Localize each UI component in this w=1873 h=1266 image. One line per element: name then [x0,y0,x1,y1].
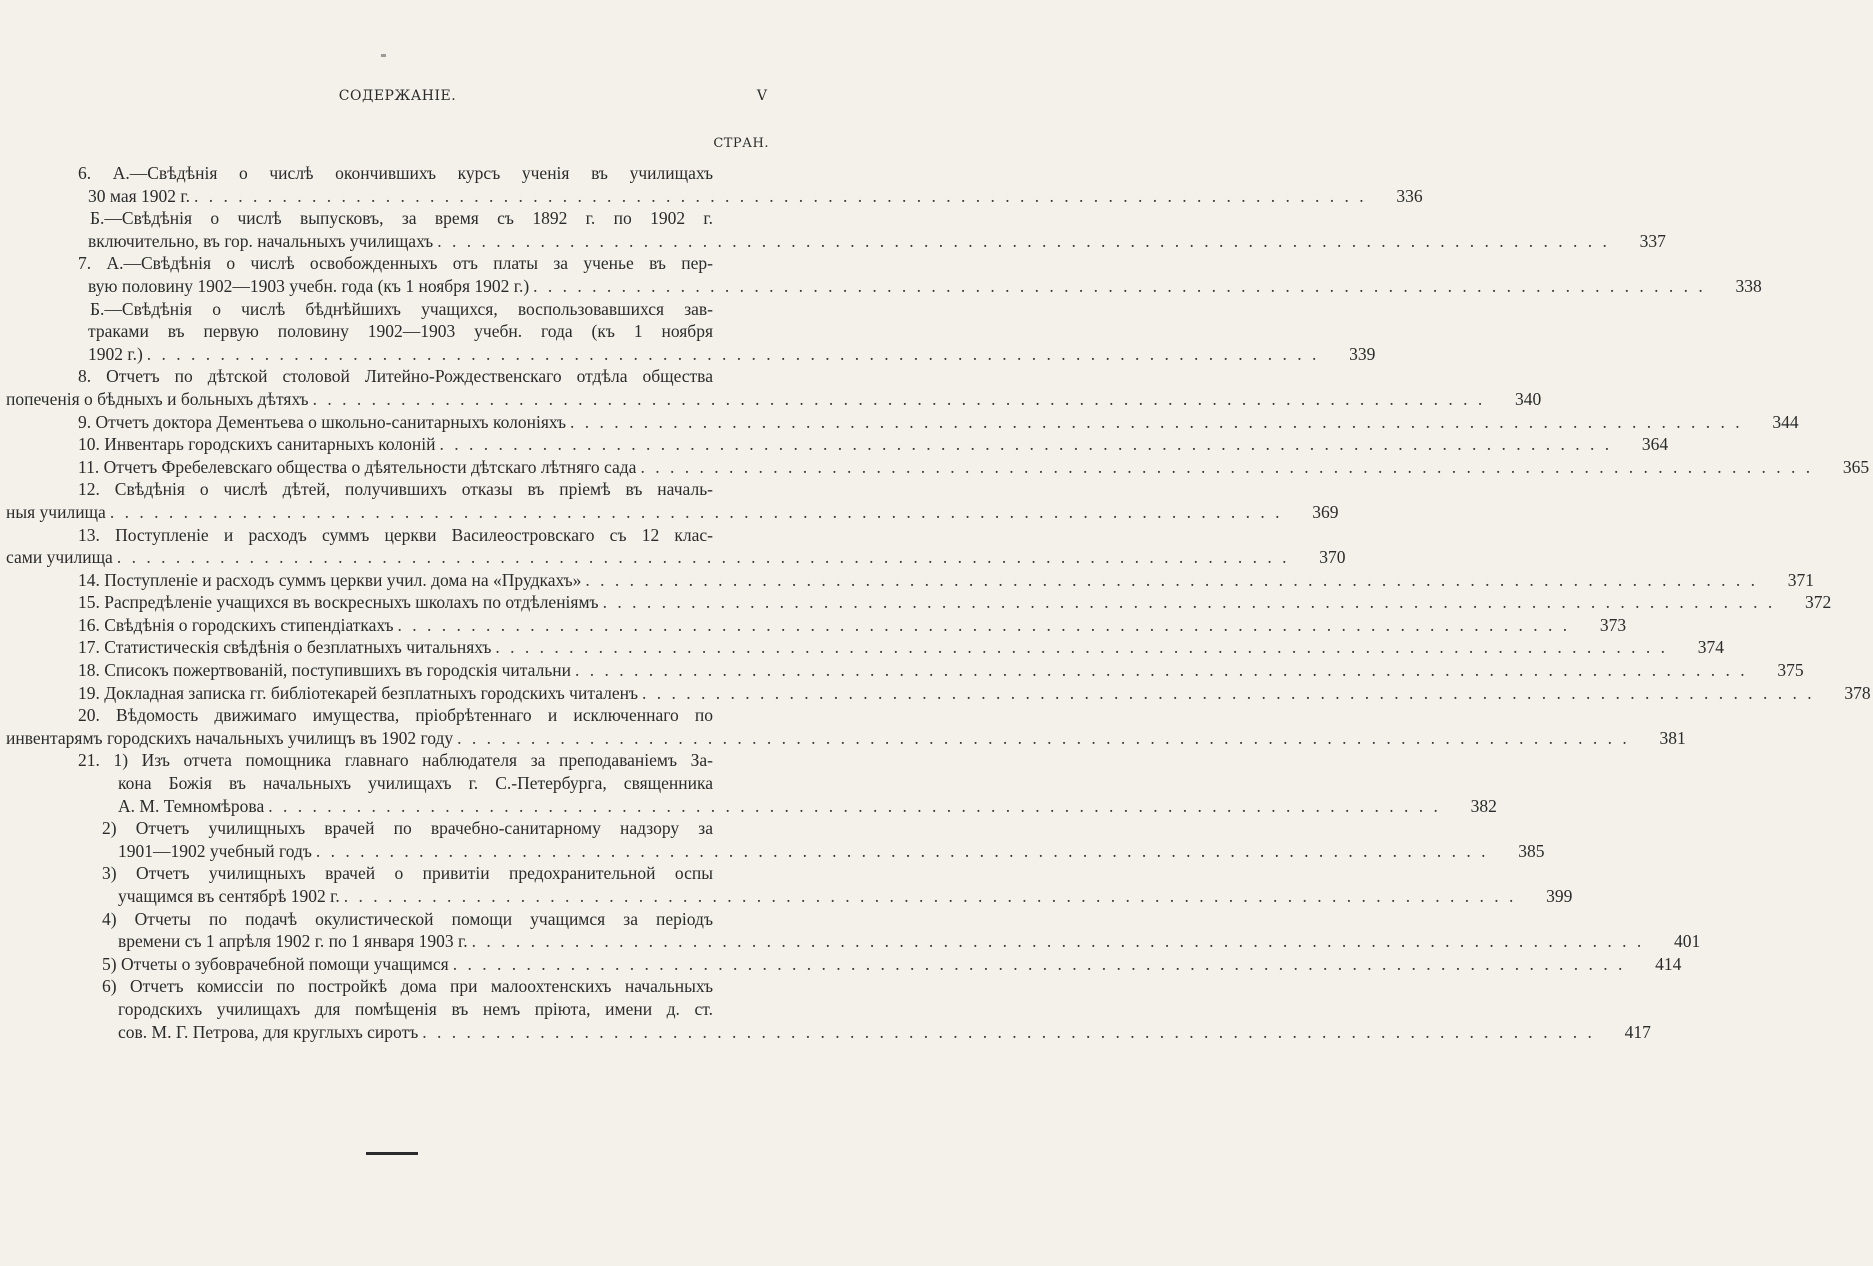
toc-entry [0,411,1799,434]
dot-leader: . . . . . . . . . . . . . . . . . . . . . . . . . . . . . . . . . . . . . . . . . . . . . . . . . . . . . . . . . . . . . . . . . . . . . . . . . . . . . . . . [312,388,1486,409]
toc-line-text: 4) Отчеты по подачѣ окулистической помощи учащимся за періодъ [102,908,713,929]
toc-page-number: 340 [1515,388,1542,409]
toc-line [0,388,1542,411]
toc-line-text: попеченія о бѣдныхъ и больныхъ дѣтяхъ [6,388,309,409]
toc-page-number: 336 [1396,185,1423,206]
toc-entry [0,162,1423,207]
toc-line-text: А. М. Темномѣрова [118,795,265,816]
toc-entry [0,365,1542,410]
toc-line [0,343,1376,366]
toc-line-text: Б.—Свѣдѣнія о числѣ выпусковъ, за время съ 1892 г. по 1902 г. [90,208,713,229]
toc-line [0,591,1832,614]
toc-line-text: сами училища [6,547,113,568]
toc-line [0,433,1669,456]
toc-page-number: 381 [1659,727,1686,748]
toc-line [0,862,795,885]
dot-leader: . . . . . . . . . . . . . . . . . . . . . . . . . . . . . . . . . . . . . . . . . . . . . . . . . . . . . . . . . . . . . . . . . . . . . . . . . . . . . . . . [422,1021,1595,1042]
toc-line [0,727,1686,750]
toc-page-number: 382 [1470,795,1497,816]
toc-entry [0,659,1804,682]
toc-page-number: 373 [1599,614,1627,635]
toc-page-number: 371 [1787,569,1815,590]
toc-page-number: 401 [1674,931,1701,952]
dot-leader: . . . . . . . . . . . . . . . . . . . . . . . . . . . . . . . . . . . . . . . . . . . . . . . . . . . . . . . . . . . . . . . . . . . . . . . . . . . . . . . . [343,886,1517,906]
toc-page-number: 365 [1842,456,1870,477]
toc-page-number: 374 [1697,637,1725,658]
toc-line-text: 6) Отчетъ комиссіи по постройкѣ дома при малоохтенскихъ начальныхъ [102,976,713,997]
toc-line [0,230,1666,253]
toc-line [0,682,1871,705]
toc-line [0,365,795,388]
dot-leader: . . . . . . . . . . . . . . . . . . . . . . . . . . . . . . . . . . . . . . . . . . . . . . . . . . . . . . . . . . . . . . . . . . . . . . . . . . . . . . . . [585,569,1759,590]
toc-line-text: 7. А.—Свѣдѣнія о числѣ освобожденныхъ отъ платы за ученье въ пер- [78,253,713,274]
toc-line [0,749,795,772]
toc-entry [0,569,1815,592]
toc-line [0,614,1627,637]
toc-line-text: 30 мая 1902 г. [88,185,190,206]
toc-line-text: 13. Поступленіе и расходъ суммъ церкви Василеостровскаго съ 12 клас- [78,524,713,545]
toc-line [0,930,1701,953]
toc-entry [0,704,1686,749]
dot-leader: . . . . . . . . . . . . . . . . . . . . . . . . . . . . . . . . . . . . . . . . . . . . . . . . . . . . . . . . . . . . . . . . . . . . . . . . . . . . . . . . [109,501,1283,522]
toc-line [0,885,1573,908]
toc-line-text: 9. Отчетъ доктора Дементьева о школьно-санитарныхъ колоніяхъ [78,411,567,432]
toc-line [0,546,1346,569]
toc-entry [0,682,1871,705]
toc-line [0,998,795,1021]
toc-page-number: 337 [1639,230,1666,251]
dot-leader: . . . . . . . . . . . . . . . . . . . . . . . . . . . . . . . . . . . . . . . . . . . . . . . . . . . . . . . . . . . . . . . . . . . . . . . . . . . . . . . . [471,931,1645,952]
dot-leader: . . . . . . . . . . . . . . . . . . . . . . . . . . . . . . . . . . . . . . . . . . . . . . . . . . . . . . . . . . . . . . . . . . . . . . . . . . . . . . . . [146,343,1320,364]
toc-line-text: ныя училища [6,501,106,522]
dot-leader: . . . . . . . . . . . . . . . . . . . . . . . . . . . . . . . . . . . . . . . . . . . . . . . . . . . . . . . . . . . . . . . . . . . . . . . . . . . . . . . . [315,840,1489,861]
toc-line [0,524,795,547]
dot-leader: . . . . . . . . . . . . . . . . . . . . . . . . . . . . . . . . . . . . . . . . . . . . . . . . . . . . . . . . . . . . . . . . . . . . . . . . . . . . . . . . [439,434,1613,455]
toc-line [0,1021,1651,1044]
toc-entry [0,591,1832,614]
toc-line-text: 19. Докладная записка гг. библіотекарей безплатныхъ городскихъ читаленъ [78,682,639,703]
toc-line-text: учащимся въ сентябрѣ 1902 г. [118,886,340,906]
toc-entry [0,524,1346,569]
page-number: V [756,88,767,104]
dot-leader: . . . . . . . . . . . . . . . . . . . . . . . . . . . . . . . . . . . . . . . . . . . . . . . . . . . . . . . . . . . . . . . . . . . . . . . . . . . . . . . . [602,592,1776,613]
dot-leader: . . . . . . . . . . . . . . . . . . . . . . . . . . . . . . . . . . . . . . . . . . . . . . . . . . . . . . . . . . . . . . . . . . . . . . . . . . . . . . . . [437,230,1610,251]
toc-line [0,795,1497,818]
toc-line-text: 1902 г.) [88,343,143,364]
toc-entry [0,975,1651,1043]
toc-line [0,207,795,230]
toc-line-text: городскихъ училищахъ для помѣщенія въ немъ пріюта, имени д. ст. [118,998,713,1019]
toc-line-text: 21. 1) Изъ отчета помощника главнаго наблюдателя за преподаваніемъ За- [78,750,713,771]
toc-page-number: 378 [1844,682,1871,703]
toc-entry [0,207,1666,252]
toc-line [0,478,795,501]
toc-entry [0,817,1545,862]
toc-page-number: 417 [1624,1021,1651,1042]
toc-page-number: 369 [1312,501,1339,522]
dot-leader: . . . . . . . . . . . . . . . . . . . . . . . . . . . . . . . . . . . . . . . . . . . . . . . . . . . . . . . . . . . . . . . . . . . . . . . . . . . . . . . . [457,727,1630,748]
dot-leader: . . . . . . . . . . . . . . . . . . . . . . . . . . . . . . . . . . . . . . . . . . . . . . . . . . . . . . . . . . . . . . . . . . . . . . . . . . . . . . . . [116,547,1290,568]
toc-page-number: 385 [1518,840,1545,861]
dot-leader: . . . . . . . . . . . . . . . . . . . . . . . . . . . . . . . . . . . . . . . . . . . . . . . . . . . . . . . . . . . . . . . . . . . . . . . . . . . . . . . . [268,795,1441,816]
dot-leader: . . . . . . . . . . . . . . . . . . . . . . . . . . . . . . . . . . . . . . . . . . . . . . . . . . . . . . . . . . . . . . . . . . . . . . . . . . . . . . . . [575,660,1748,681]
toc-line [0,501,1339,524]
toc-line-text: сов. М. Г. Петрова, для круглыхъ сиротъ [118,1021,419,1042]
toc-line-text: 1901—1902 учебный годъ [118,840,312,861]
toc-entry [0,252,1762,297]
toc-line-text: 8. Отчетъ по дѣтской столовой Литейно-Рождественскаго отдѣла общества [78,366,713,387]
toc-entry [0,298,1376,366]
toc-line [0,185,1423,208]
toc-line [0,636,1725,659]
toc-page-number: 364 [1641,434,1669,455]
toc-entry [0,614,1627,637]
dot-leader: . . . . . . . . . . . . . . . . . . . . . . . . . . . . . . . . . . . . . . . . . . . . . . . . . . . . . . . . . . . . . . . . . . . . . . . . . . . . . . . . [495,637,1669,658]
toc-page-number: 399 [1546,886,1573,906]
running-header [0,88,795,110]
toc-line [0,975,795,998]
toc-line-text: 18. Списокъ пожертвованій, поступившихъ въ городскія читальни [78,660,572,681]
toc-line-text: 12. Свѣдѣнія о числѣ дѣтей, получившихъ отказы въ пріемѣ въ началь- [78,479,713,500]
toc-line [0,659,1804,682]
toc-page-number: 414 [1655,953,1682,974]
toc-entry [0,908,1701,953]
toc-line-text: 6. А.—Свѣдѣнія о числѣ окончившихъ курсъ ученія въ училищахъ [78,163,713,183]
toc-page-number: 339 [1349,343,1376,364]
toc-line-text: 20. Вѣдомость движимаго имущества, пріобрѣтеннаго и исключеннаго по [78,705,713,726]
toc-line-text: включительно, въ гор. начальныхъ училищахъ [88,230,434,251]
end-rule [366,1152,418,1155]
toc-entry [0,862,1573,907]
toc-page-number: 338 [1735,275,1762,296]
toc-line [0,569,1815,592]
dot-leader: . . . . . . . . . . . . . . . . . . . . . . . . . . . . . . . . . . . . . . . . . . . . . . . . . . . . . . . . . . . . . . . . . . . . . . . . . . . . . . . . [397,614,1571,635]
toc-page-number: 370 [1319,547,1346,568]
toc-page-number: 372 [1804,592,1832,613]
toc-line [0,840,1545,863]
toc-line-text: 5) Отчеты о зубоврачебной помощи учащимся [102,953,449,974]
dot-leader: . . . . . . . . . . . . . . . . . . . . . . . . . . . . . . . . . . . . . . . . . . . . . . . . . . . . . . . . . . . . . . . . . . . . . . . . . . . . . . . . [193,185,1367,206]
page-title: СОДЕРЖАНІЕ. [338,88,457,104]
toc-line-text: 15. Распредѣленіе учащихся въ воскресныхъ школахъ по отдѣленіямъ [78,592,599,613]
toc-line [0,252,795,275]
toc-line-text: Б.—Свѣдѣнія о числѣ бѣднѣйшихъ учащихся, воспользовавшихся зав- [90,298,713,319]
toc-line-text: траками въ первую половину 1902—1903 учебн. года (къ 1 ноября [88,321,713,342]
toc-line-text: 17. Статистическія свѣдѣнія о безплатныхъ читальняхъ [78,637,492,658]
toc-entry [0,478,1339,523]
toc-line-text: вую половину 1902—1903 учебн. года (къ 1 ноября 1902 г.) [88,275,530,296]
toc-entry [0,456,1870,479]
toc-line-text: 2) Отчетъ училищныхъ врачей по врачебно-санитарному надзору за [102,818,713,839]
toc-line [0,772,795,795]
toc-line [0,298,795,321]
toc-entry [0,749,1497,817]
pages-column-label: СТРАН. [713,136,769,151]
dot-leader: . . . . . . . . . . . . . . . . . . . . . . . . . . . . . . . . . . . . . . . . . . . . . . . . . . . . . . . . . . . . . . . . . . . . . . . . . . . . . . . . [570,411,1743,432]
toc-line [0,275,1762,298]
toc-line-text: 10. Инвентарь городскихъ санитарныхъ колоній [78,434,436,455]
toc-line [0,411,1799,434]
table-of-contents [0,162,1871,1043]
toc-entry [0,433,1669,456]
dot-leader: . . . . . . . . . . . . . . . . . . . . . . . . . . . . . . . . . . . . . . . . . . . . . . . . . . . . . . . . . . . . . . . . . . . . . . . . . . . . . . . . [533,275,1706,296]
toc-line-text: 11. Отчетъ Фребелевскаго общества о дѣятельности дѣтскаго лѣтняго сада [78,456,637,477]
dot-leader: . . . . . . . . . . . . . . . . . . . . . . . . . . . . . . . . . . . . . . . . . . . . . . . . . . . . . . . . . . . . . . . . . . . . . . . . . . . . . . . . [452,953,1626,974]
dot-leader: . . . . . . . . . . . . . . . . . . . . . . . . . . . . . . . . . . . . . . . . . . . . . . . . . . . . . . . . . . . . . . . . . . . . . . . . . . . . . . . . [642,682,1815,703]
toc-line [0,320,795,343]
toc-line [0,162,795,185]
toc-entry [0,953,1682,976]
toc-line [0,817,795,840]
toc-line-text: 14. Поступленіе и расходъ суммъ церкви учил. дома на «Прудкахъ» [78,569,582,590]
toc-page-number: 344 [1772,411,1799,432]
toc-line-text: 3) Отчетъ училищныхъ врачей о привитіи предохранительной оспы [102,863,713,884]
toc-line [0,704,795,727]
toc-page-number: 375 [1777,660,1804,681]
toc-line [0,953,1682,976]
toc-line-text: 16. Свѣдѣнія о городскихъ стипендіаткахъ [78,614,394,635]
toc-line-text: инвентарямъ городскихъ начальныхъ училищъ въ 1902 году [6,727,454,748]
toc-line [0,908,795,931]
print-mark [381,54,386,57]
toc-line-text: времени съ 1 апрѣля 1902 г. по 1 января 1903 г. [118,931,468,952]
dot-leader: . . . . . . . . . . . . . . . . . . . . . . . . . . . . . . . . . . . . . . . . . . . . . . . . . . . . . . . . . . . . . . . . . . . . . . . . . . . . . . . . [640,456,1814,477]
toc-line [0,456,1870,479]
toc-entry [0,636,1725,659]
toc-line-text: кона Божія въ начальныхъ училищахъ г. С.-Петербурга, священника [118,773,713,794]
